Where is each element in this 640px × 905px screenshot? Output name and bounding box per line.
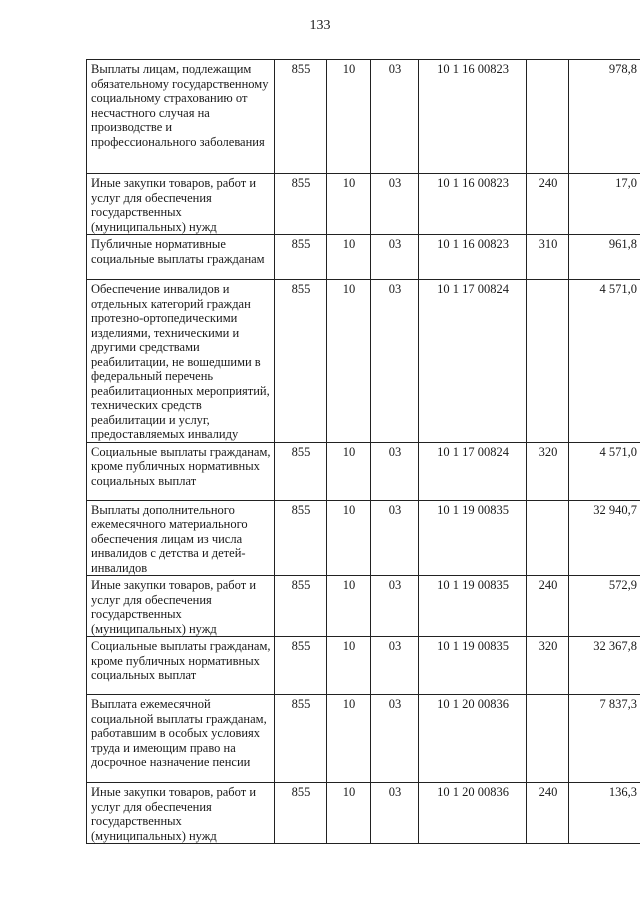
amount: 572,9 bbox=[569, 576, 640, 637]
table-row bbox=[87, 442, 640, 500]
item-name: Иные закупки товаров, работ и услуг для обеспечения государственных (муниципальных) нужд bbox=[87, 783, 275, 844]
grbs-code: 855 bbox=[275, 637, 327, 695]
target-article-code: 10 1 20 00836 bbox=[419, 783, 527, 844]
item-name: Иные закупки товаров, работ и услуг для обеспечения государственных (муниципальных) нужд bbox=[87, 576, 275, 637]
target-article-code: 10 1 20 00836 bbox=[419, 695, 527, 783]
section-code: 10 bbox=[327, 695, 371, 783]
target-article-code: 10 1 16 00823 bbox=[419, 60, 527, 174]
table-row bbox=[87, 235, 640, 280]
target-article-code: 10 1 17 00824 bbox=[419, 442, 527, 500]
section-code: 10 bbox=[327, 280, 371, 443]
grbs-code: 855 bbox=[275, 60, 327, 174]
subsection-code: 03 bbox=[371, 637, 419, 695]
subsection-code: 03 bbox=[371, 576, 419, 637]
expense-type-code: 240 bbox=[527, 174, 569, 235]
expense-type-code: 320 bbox=[527, 442, 569, 500]
table-row bbox=[87, 783, 640, 844]
section-code: 10 bbox=[327, 442, 371, 500]
item-name: Социальные выплаты гражданам, кроме публичных нормативных социальных выплат bbox=[87, 442, 275, 500]
table-row bbox=[87, 576, 640, 637]
subsection-code: 03 bbox=[371, 442, 419, 500]
subsection-code: 03 bbox=[371, 783, 419, 844]
subsection-code: 03 bbox=[371, 235, 419, 280]
amount: 32 367,8 bbox=[569, 637, 640, 695]
target-article-code: 10 1 16 00823 bbox=[419, 235, 527, 280]
item-name: Социальные выплаты гражданам, кроме публичных нормативных социальных выплат bbox=[87, 637, 275, 695]
expense-type-code bbox=[527, 500, 569, 576]
grbs-code: 855 bbox=[275, 280, 327, 443]
budget-table bbox=[86, 59, 640, 844]
table-row bbox=[87, 637, 640, 695]
amount: 4 571,0 bbox=[569, 280, 640, 443]
amount: 4 571,0 bbox=[569, 442, 640, 500]
section-code: 10 bbox=[327, 500, 371, 576]
item-name: Иные закупки товаров, работ и услуг для обеспечения государственных (муниципальных) нужд bbox=[87, 174, 275, 235]
section-code: 10 bbox=[327, 235, 371, 280]
amount: 17,0 bbox=[569, 174, 640, 235]
expense-type-code: 240 bbox=[527, 576, 569, 637]
budget-table-body bbox=[87, 60, 640, 844]
expense-type-code bbox=[527, 280, 569, 443]
item-name: Публичные нормативные социальные выплаты гражданам bbox=[87, 235, 275, 280]
section-code: 10 bbox=[327, 783, 371, 844]
subsection-code: 03 bbox=[371, 60, 419, 174]
page-number: 133 bbox=[309, 18, 331, 33]
expense-type-code: 320 bbox=[527, 637, 569, 695]
item-name: Выплата ежемесячной социальной выплаты гражданам, работавшим в особых условиях труда и имеющим право на досрочное назначение пенсии bbox=[87, 695, 275, 783]
section-code: 10 bbox=[327, 637, 371, 695]
amount: 32 940,7 bbox=[569, 500, 640, 576]
table-row bbox=[87, 500, 640, 576]
grbs-code: 855 bbox=[275, 695, 327, 783]
amount: 7 837,3 bbox=[569, 695, 640, 783]
table-row bbox=[87, 695, 640, 783]
grbs-code: 855 bbox=[275, 576, 327, 637]
grbs-code: 855 bbox=[275, 235, 327, 280]
section-code: 10 bbox=[327, 60, 371, 174]
table-row bbox=[87, 60, 640, 174]
grbs-code: 855 bbox=[275, 174, 327, 235]
item-name: Выплаты лицам, подлежащим обязательному государственному социальному страхованию от несчастного случая на производстве и профессионального заболевания bbox=[87, 60, 275, 174]
expense-type-code bbox=[527, 695, 569, 783]
expense-type-code: 240 bbox=[527, 783, 569, 844]
amount: 136,3 bbox=[569, 783, 640, 844]
section-code: 10 bbox=[327, 174, 371, 235]
target-article-code: 10 1 19 00835 bbox=[419, 637, 527, 695]
target-article-code: 10 1 17 00824 bbox=[419, 280, 527, 443]
item-name: Выплаты дополнительного ежемесячного материального обеспечения лицам из числа инвалидов с детства и детей-инвалидов bbox=[87, 500, 275, 576]
expense-type-code: 310 bbox=[527, 235, 569, 280]
grbs-code: 855 bbox=[275, 500, 327, 576]
item-name: Обеспечение инвалидов и отдельных категорий граждан протезно-ортопедическими изделиями, техническими и другими средствами реабилитации, не вошедшими в федеральный перечень реабилитационных мероприятий, технических средств реабилитации и услуг, предоставляемых инвалиду bbox=[87, 280, 275, 443]
target-article-code: 10 1 16 00823 bbox=[419, 174, 527, 235]
section-code: 10 bbox=[327, 576, 371, 637]
grbs-code: 855 bbox=[275, 442, 327, 500]
target-article-code: 10 1 19 00835 bbox=[419, 576, 527, 637]
amount: 978,8 bbox=[569, 60, 640, 174]
table-row bbox=[87, 174, 640, 235]
subsection-code: 03 bbox=[371, 500, 419, 576]
subsection-code: 03 bbox=[371, 695, 419, 783]
subsection-code: 03 bbox=[371, 174, 419, 235]
amount: 961,8 bbox=[569, 235, 640, 280]
table-row bbox=[87, 280, 640, 443]
subsection-code: 03 bbox=[371, 280, 419, 443]
expense-type-code bbox=[527, 60, 569, 174]
grbs-code: 855 bbox=[275, 783, 327, 844]
target-article-code: 10 1 19 00835 bbox=[419, 500, 527, 576]
